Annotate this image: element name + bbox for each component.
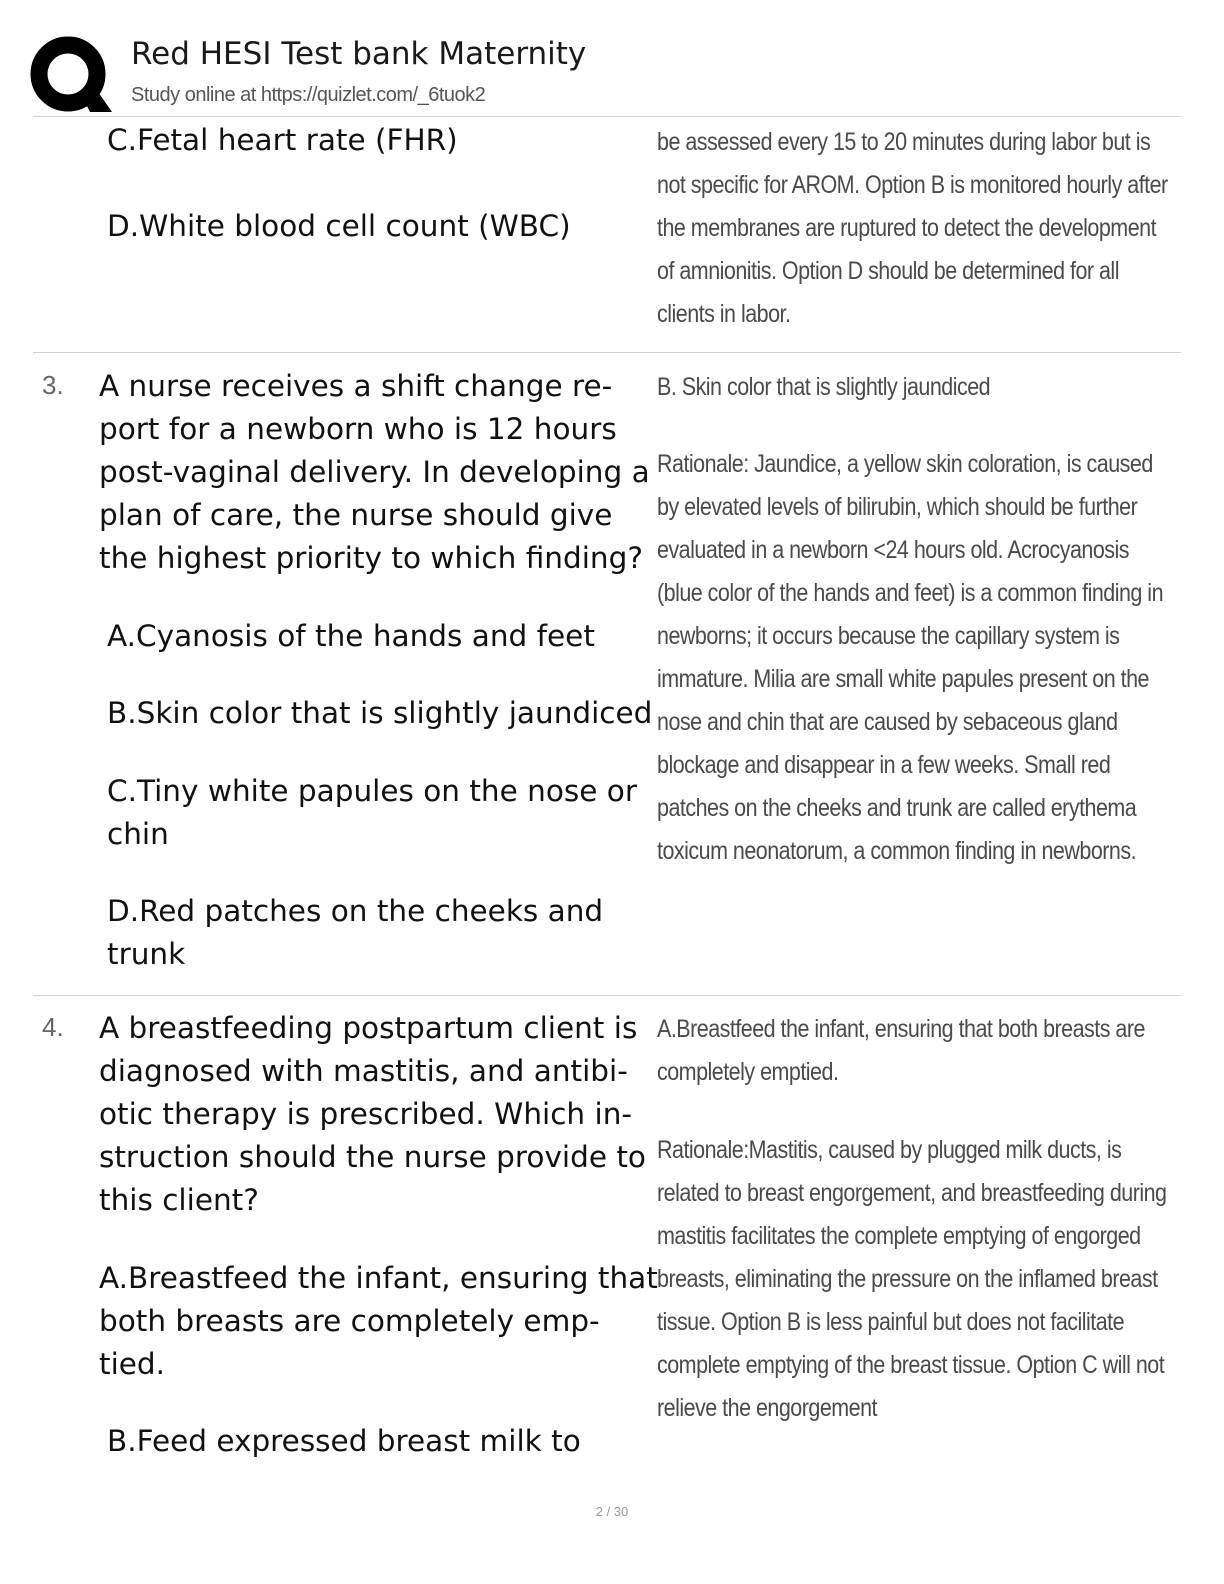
question-divider	[33, 995, 1181, 996]
q4-number: 4.	[42, 1012, 64, 1042]
q4-question: A breastfeeding postpartum client is diagnosed with mastitis, and antibi-otic therapy is prescribed. Which in-struction should the nurse provide to this client?	[99, 1011, 646, 1217]
q3-option-a: A.Cyanosis of the hands and feet	[107, 619, 595, 653]
study-link[interactable]: Study online at https://quizlet.com/_6tuok2	[131, 84, 486, 106]
q2-option-c: C.Fetal heart rate (FHR)	[107, 123, 458, 157]
q4-option-a: A.Breastfeed the infant, ensuring that both breasts are completely emp-tied.	[99, 1261, 658, 1381]
q3-option-c: C.Tiny white papules on the nose or chin	[107, 774, 637, 851]
q2-option-d: D.White blood cell count (WBC)	[107, 209, 571, 243]
question-divider	[33, 352, 1181, 353]
page-number: 2 / 30	[595, 1504, 629, 1519]
quizlet-logo-icon	[30, 36, 112, 112]
document-title: Red HESI Test bank Maternity	[131, 36, 587, 72]
q3-number: 3.	[42, 370, 64, 400]
q4-answer: A.Breastfeed the infant, ensuring that both breasts are completely emptied.	[657, 1015, 1145, 1086]
q3-answer: B. Skin color that is slightly jaundiced	[657, 373, 991, 401]
q2-rationale-continued: be assessed every 15 to 20 minutes during labor but is not specific for AROM. Option B is monitored hourly after the membranes are ruptured to detect the development of amnionitis. Option D should be determined for all clients in labor.	[657, 128, 1168, 328]
q4-option-b: B.Feed expressed breast milk to	[107, 1424, 581, 1458]
q3-option-b: B.Skin color that is slightly jaundiced	[107, 696, 653, 730]
header-divider	[33, 116, 1181, 117]
q3-question: A nurse receives a shift change re-port for a newborn who is 12 hours post-vaginal delivery. In developing a plan of care, the nurse should give the highest priority to which finding?	[99, 369, 650, 575]
q3-option-d: D.Red patches on the cheeks and trunk	[107, 894, 604, 971]
q4-rationale: Rationale:Mastitis, caused by plugged milk ducts, is related to breast engorgement, and breastfeeding during mastitis facilitates the complete emptying of engorged breasts, eliminating the pressure on the inflamed breast tissue. Option B is less painful but does not facilitate complete emptying of the breast tissue. Option C will not relieve the engorgement	[657, 1136, 1167, 1422]
q3-rationale: Rationale: Jaundice, a yellow skin coloration, is caused by elevated levels of bilirubin, which should be further evaluated in a newborn <24 hours old. Acrocyanosis (blue color of the hands and feet) is a common finding in newborns; it occurs because the capillary system is immature. Milia are small white papules present on the nose and chin that are caused by sebaceous gland blockage and disappear in a few weeks. Small red patches on the cheeks and trunk are called erythema toxicum neonatorum, a common finding in newborns.	[657, 450, 1164, 865]
